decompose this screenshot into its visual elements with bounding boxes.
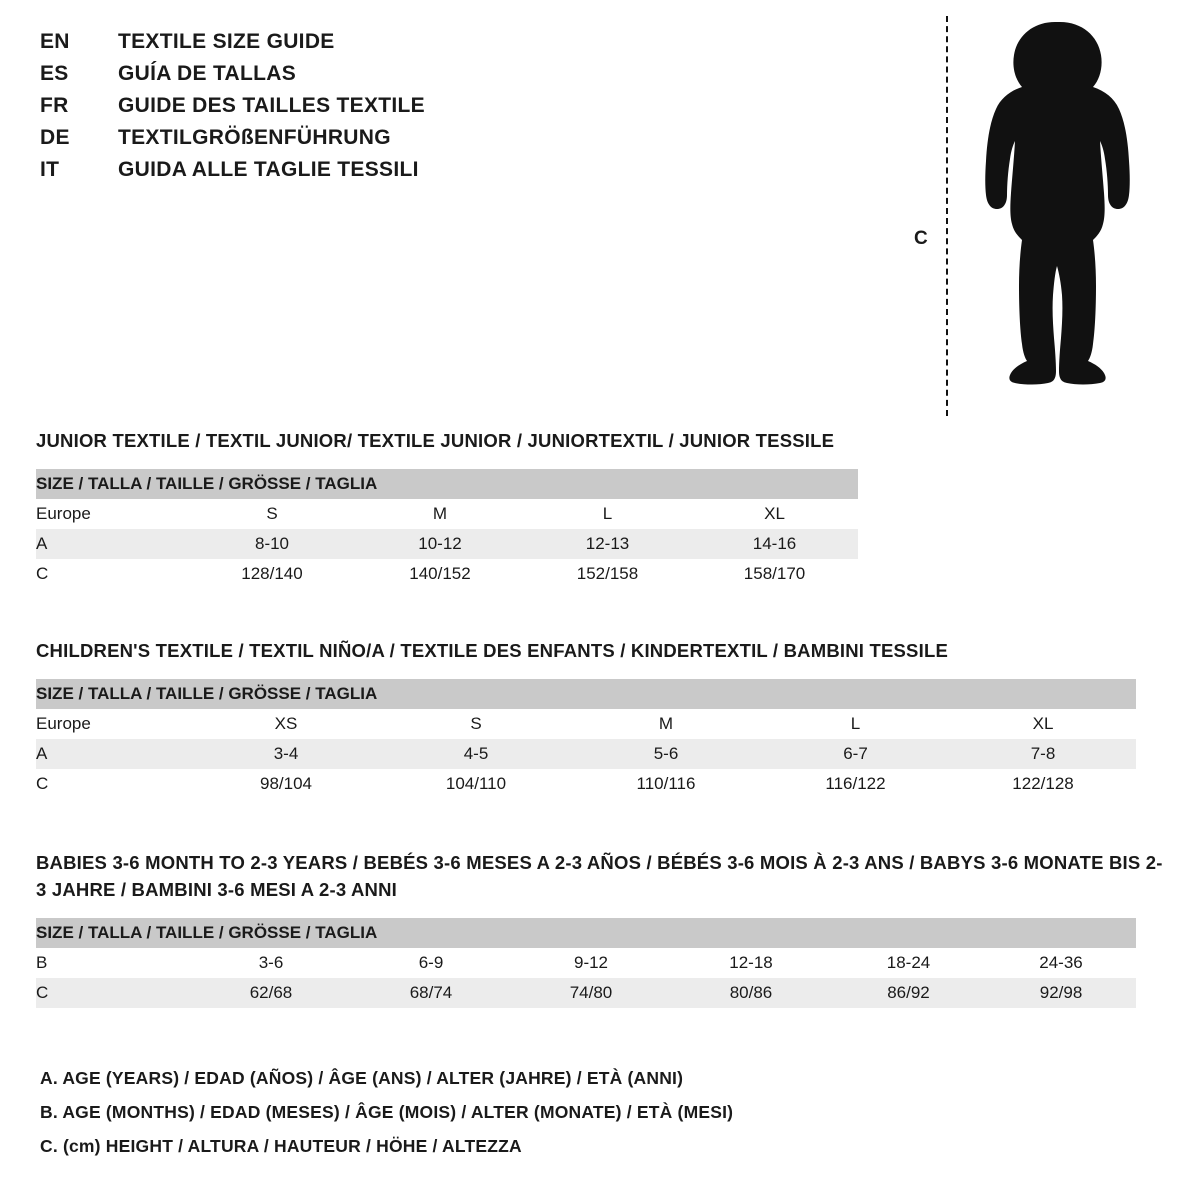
row-cell: L <box>524 499 691 529</box>
row-cell: 110/116 <box>571 769 761 799</box>
header-title-text: GUIDE DES TAILLES TEXTILE <box>118 94 425 117</box>
row-cell: XS <box>191 709 381 739</box>
row-cell: 128/140 <box>188 559 356 589</box>
row-cell: 6-7 <box>761 739 950 769</box>
header-title-text: TEXTILE SIZE GUIDE <box>118 30 335 53</box>
row-cell: 104/110 <box>381 769 571 799</box>
table-row <box>36 739 1136 769</box>
row-cell: 74/80 <box>511 978 671 1008</box>
header-title-text: GUÍA DE TALLAS <box>118 62 297 85</box>
table-row <box>36 529 858 559</box>
babies-size-table <box>36 918 1136 1008</box>
header-lang-code: FR <box>40 94 69 117</box>
header-row <box>40 94 600 126</box>
child-figure <box>900 10 1160 420</box>
row-cell: 7-8 <box>950 739 1136 769</box>
section-title: JUNIOR TEXTILE / TEXTIL JUNIOR/ TEXTILE JUNIOR / JUNIORTEXTIL / JUNIOR TESSILE <box>36 430 835 451</box>
row-cell: S <box>188 499 356 529</box>
height-marker-label: C <box>914 228 928 249</box>
header-row <box>40 30 600 62</box>
row-cell: 8-10 <box>188 529 356 559</box>
row-cell: 152/158 <box>524 559 691 589</box>
table-row <box>36 709 1136 739</box>
row-label: Europe <box>36 709 191 739</box>
row-label: C <box>36 978 191 1008</box>
row-cell: 68/74 <box>351 978 511 1008</box>
language-header <box>40 30 600 190</box>
band-label: SIZE / TALLA / TAILLE / GRÖSSE / TAGLIA <box>36 469 858 499</box>
table-row <box>36 769 1136 799</box>
legend-line-height: C. (cm) HEIGHT / ALTURA / HAUTEUR / HÖHE / ALTEZZA <box>40 1136 522 1156</box>
row-cell: M <box>571 709 761 739</box>
row-cell: 5-6 <box>571 739 761 769</box>
header-lang-code: DE <box>40 126 70 149</box>
band-label: SIZE / TALLA / TAILLE / GRÖSSE / TAGLIA <box>36 679 1136 709</box>
row-label: C <box>36 559 188 589</box>
height-dashed-line <box>946 16 948 416</box>
row-cell: 6-9 <box>351 948 511 978</box>
row-cell: XL <box>950 709 1136 739</box>
header-lang-code: IT <box>40 158 60 181</box>
row-cell: 3-4 <box>191 739 381 769</box>
section-childrens-textile <box>36 638 1166 799</box>
row-cell: 62/68 <box>191 978 351 1008</box>
row-cell: XL <box>691 499 858 529</box>
table-row <box>36 559 858 589</box>
row-cell: 86/92 <box>831 978 986 1008</box>
header-title-text: TEXTILGRÖßENFÜHRUNG <box>118 126 391 149</box>
row-cell: 9-12 <box>511 948 671 978</box>
row-label: Europe <box>36 499 188 529</box>
row-cell: 122/128 <box>950 769 1136 799</box>
row-cell: 98/104 <box>191 769 381 799</box>
header-title-text: GUIDA ALLE TAGLIE TESSILI <box>118 158 419 181</box>
row-cell: 12-18 <box>671 948 831 978</box>
row-cell: 80/86 <box>671 978 831 1008</box>
row-label: A <box>36 529 188 559</box>
table-band-header <box>36 469 858 499</box>
header-row <box>40 158 600 190</box>
toddler-silhouette-icon <box>960 14 1150 424</box>
header-row <box>40 62 600 94</box>
legend-line-age-years: A. AGE (YEARS) / EDAD (AÑOS) / ÂGE (ANS) / ALTER (JAHRE) / ETÀ (ANNI) <box>40 1068 684 1088</box>
row-cell: L <box>761 709 950 739</box>
legend-line-age-months: B. AGE (MONTHS) / EDAD (MESES) / ÂGE (MOIS) / ALTER (MONATE) / ETÀ (MESI) <box>40 1102 734 1122</box>
table-row <box>36 948 1136 978</box>
row-label: B <box>36 948 191 978</box>
row-cell: 92/98 <box>986 978 1136 1008</box>
children-size-table <box>36 679 1136 799</box>
row-cell: 12-13 <box>524 529 691 559</box>
band-label: SIZE / TALLA / TAILLE / GRÖSSE / TAGLIA <box>36 918 1136 948</box>
section-junior-textile <box>36 428 1166 589</box>
table-row <box>36 499 858 529</box>
table-row <box>36 978 1136 1008</box>
section-title: BABIES 3-6 MONTH TO 2-3 YEARS / BEBÉS 3-6 MESES A 2-3 AÑOS / BÉBÉS 3-6 MOIS À 2-3 ANS / BABYS 3-6 MONATE BIS 2-3 JAHRE / BAMBINI 3-6 MESI A 2-3 ANNI <box>36 852 1163 900</box>
header-row <box>40 126 600 158</box>
row-cell: 24-36 <box>986 948 1136 978</box>
table-band-header <box>36 918 1136 948</box>
row-cell: 140/152 <box>356 559 524 589</box>
header-lang-code: ES <box>40 62 69 85</box>
junior-size-table <box>36 469 858 589</box>
table-band-header <box>36 679 1136 709</box>
legend-block <box>40 1068 1140 1170</box>
row-cell: 4-5 <box>381 739 571 769</box>
row-cell: 10-12 <box>356 529 524 559</box>
row-cell: S <box>381 709 571 739</box>
section-babies-textile <box>36 850 1166 1008</box>
row-label: A <box>36 739 191 769</box>
row-label: C <box>36 769 191 799</box>
row-cell: 158/170 <box>691 559 858 589</box>
header-lang-code: EN <box>40 30 70 53</box>
section-title: CHILDREN'S TEXTILE / TEXTIL NIÑO/A / TEXTILE DES ENFANTS / KINDERTEXTIL / BAMBINI TESSILE <box>36 640 948 661</box>
row-cell: M <box>356 499 524 529</box>
row-cell: 14-16 <box>691 529 858 559</box>
row-cell: 116/122 <box>761 769 950 799</box>
row-cell: 3-6 <box>191 948 351 978</box>
row-cell: 18-24 <box>831 948 986 978</box>
